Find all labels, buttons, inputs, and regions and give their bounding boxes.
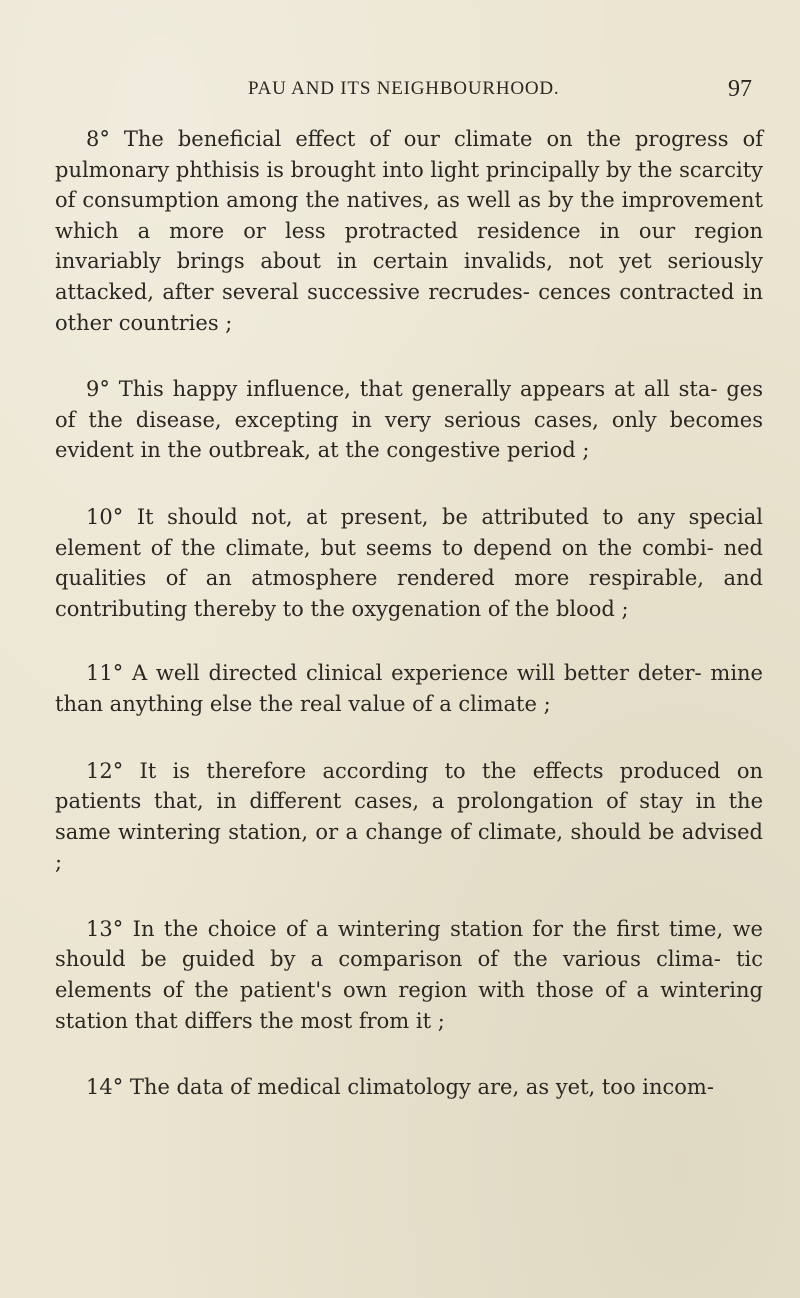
paragraph-12 — [55, 756, 763, 878]
paragraph-11 — [55, 658, 763, 719]
paragraph-number: 9° — [86, 377, 110, 402]
paragraph-number: 12° — [86, 758, 124, 783]
paragraph-text: It should not, at present, be attributed to any special element of the climate, but seems to depend on the combi- ned qualities of an atmosphere rendered more respirable, and contributing thereby to the oxygenation of the blood ; — [55, 504, 763, 621]
paragraph-number: 14° — [86, 1075, 124, 1100]
paragraph-number: 10° — [86, 504, 124, 529]
paragraph-number: 13° — [86, 916, 124, 941]
paragraph-14 — [55, 1072, 763, 1103]
paragraph-text: It is therefore according to the effects produced on patients that, in different cases, a prolongation of stay in the same wintering station, or a change of climate, should be advised ; — [55, 758, 763, 875]
paragraph-text: This happy influence, that generally appears at all sta- ges of the disease, excepting in very serious cases, only becomes evident in the outbreak, at the congestive period ; — [55, 377, 763, 463]
page-header — [0, 78, 800, 114]
paragraph-13 — [55, 914, 763, 1036]
page-number: 97 — [728, 76, 752, 102]
body-text — [55, 124, 763, 1103]
running-title: PAU AND ITS NEIGHBOURHOOD. — [248, 78, 560, 99]
paragraph-text: A well directed clinical experience will better deter- mine than anything else the real value of a climate ; — [55, 661, 763, 716]
paragraph-9 — [55, 374, 763, 466]
paragraph-number: 11° — [86, 661, 124, 686]
paragraph-8 — [55, 124, 763, 338]
paragraph-10 — [55, 502, 763, 624]
paragraph-number: 8° — [86, 127, 110, 151]
paragraph-text: The beneficial effect of our climate on the progress of pulmonary phthisis is brought into light principally by the scarcity of consumption among the natives, as well as by the improvement which a more or less protracted residence in our region invariably brings about in certain invalids, not yet seriously attacked, after several successive recrudes- cences contracted in other countries ; — [55, 127, 763, 335]
paragraph-text: In the choice of a wintering station for the first time, we should be guided by a comparison of the various clima- tic elements of the patient's own region with those of a wintering station that differs the most from it ; — [55, 916, 763, 1033]
paragraph-text: The data of medical climatology are, as yet, too incom- — [129, 1075, 714, 1100]
